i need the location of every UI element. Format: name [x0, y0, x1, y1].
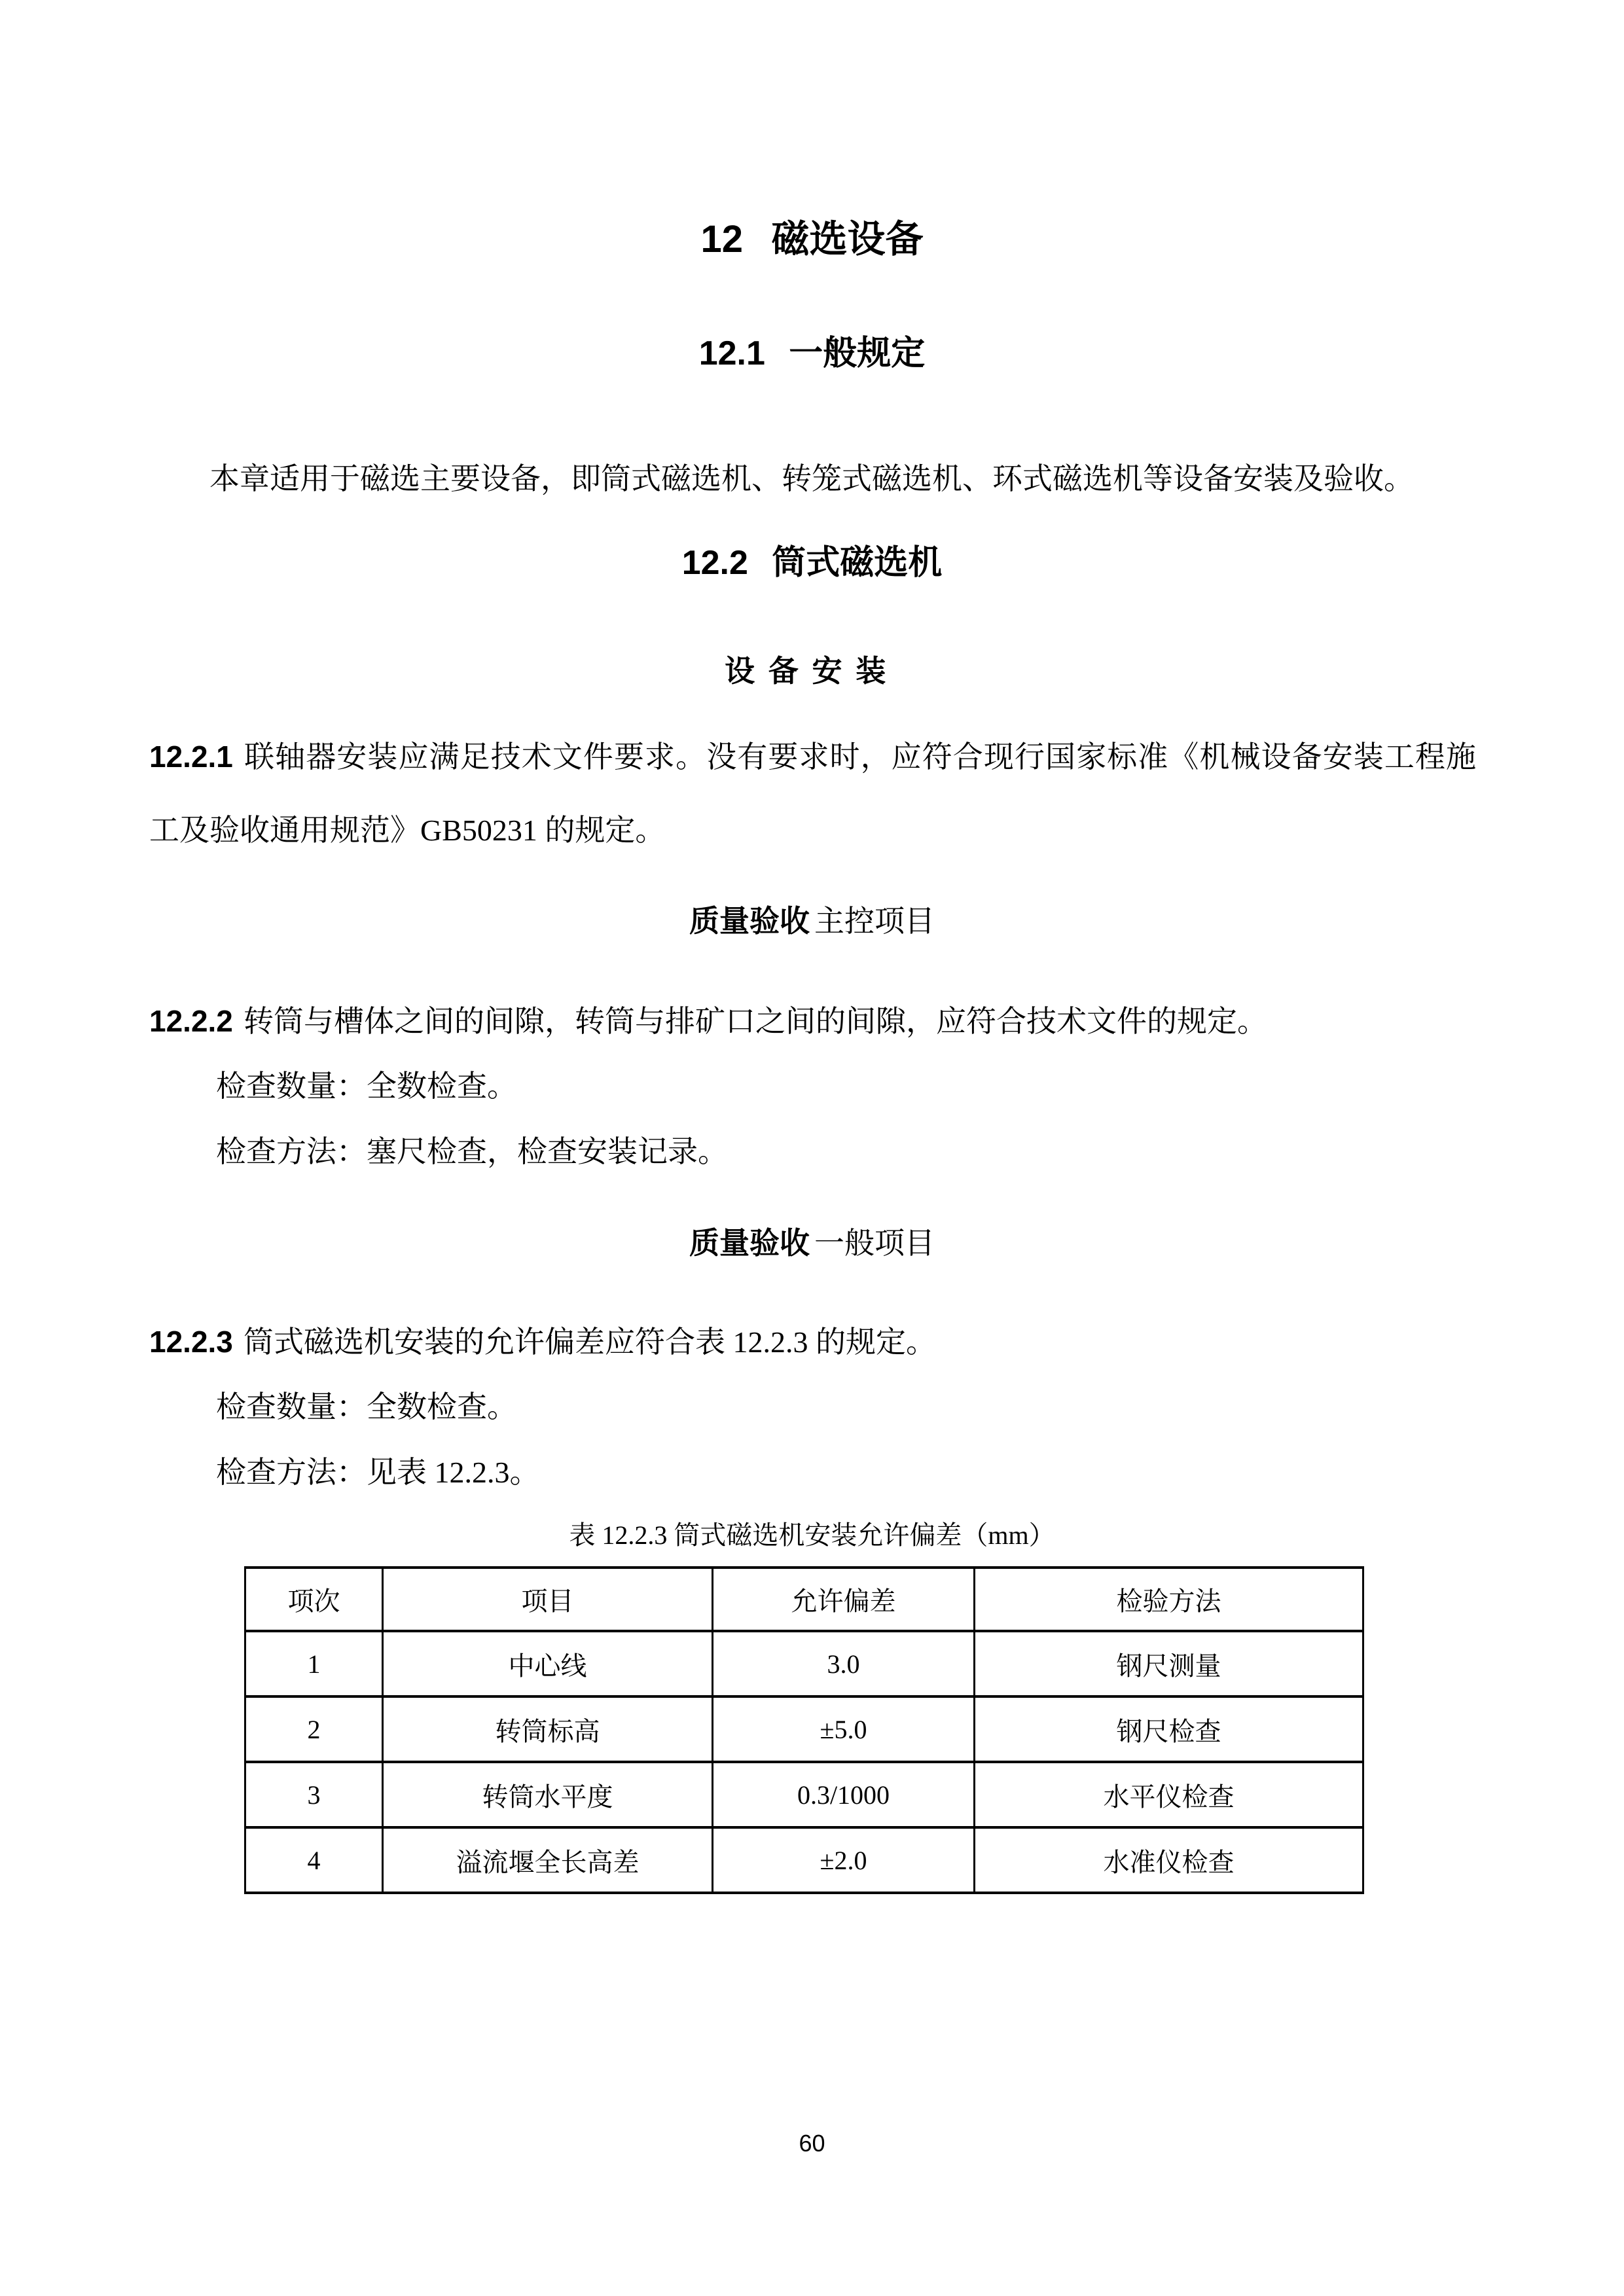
table-cell: 2 — [245, 1696, 383, 1762]
table-cell: 水平仪检查 — [975, 1762, 1363, 1827]
section-12-1-number: 12.1 — [698, 334, 765, 372]
clause-12-2-2-text: 转筒与槽体之间的间隙，转筒与排矿口之间的间隙，应符合技术文件的规定。 — [244, 1005, 1267, 1038]
chapter-title-text: 磁选设备 — [771, 218, 924, 260]
table-row — [245, 1631, 1363, 1696]
table-cell: 转筒标高 — [383, 1696, 713, 1762]
qa-main-items-heading — [0, 905, 1624, 939]
table-row — [245, 1827, 1363, 1893]
clause-12-2-3-number: 12.2.3 — [149, 1325, 233, 1359]
table-header-cell: 项目 — [383, 1568, 713, 1631]
table-cell: 中心线 — [383, 1631, 713, 1696]
qa-general-heading-light: 一般项目 — [814, 1227, 935, 1260]
tolerance-table — [244, 1566, 1364, 1894]
chapter-heading — [0, 219, 1624, 260]
clause-12-2-1 — [149, 720, 1476, 867]
table-cell: 4 — [245, 1827, 383, 1893]
clause-12-2-3 — [149, 1305, 1476, 1379]
clause-12-2-2-check-quantity: 检查数量：全数检查。 — [216, 1069, 517, 1103]
equipment-install-heading: 设备安装 — [725, 655, 899, 688]
table-cell: 钢尺测量 — [975, 1631, 1363, 1696]
table-body — [245, 1631, 1363, 1893]
table-row — [245, 1762, 1363, 1827]
chapter-number: 12 — [700, 218, 743, 260]
clause-12-2-2-number: 12.2.2 — [149, 1004, 233, 1038]
table-cell: 转筒水平度 — [383, 1762, 713, 1827]
clause-12-2-1-number: 12.2.1 — [149, 740, 233, 774]
section-heading-12-2 — [0, 545, 1624, 582]
clause-12-2-1-text: 联轴器安装应满足技术文件要求。没有要求时，应符合现行国家标准《机械设备安装工程施工及验收通用规范》GB50231 的规定。 — [149, 740, 1476, 847]
table-cell: ±5.0 — [713, 1696, 975, 1762]
section-12-2-number: 12.2 — [681, 544, 748, 582]
table-header-cell: 允许偏差 — [713, 1568, 975, 1631]
table-cell: 1 — [245, 1631, 383, 1696]
table-row — [245, 1696, 1363, 1762]
section-12-1-title-text: 一般规定 — [789, 335, 926, 372]
qa-general-heading-bold: 质量验收 — [689, 1227, 810, 1260]
clause-12-2-2-check-method: 检查方法：塞尺检查，检查安装记录。 — [216, 1135, 728, 1168]
table-cell: 3 — [245, 1762, 383, 1827]
table-cell: ±2.0 — [713, 1827, 975, 1893]
table-cell: 溢流堰全长高差 — [383, 1827, 713, 1893]
section-heading-12-1 — [0, 335, 1624, 372]
page-number: 60 — [799, 2130, 825, 2157]
qa-main-heading-bold: 质量验收 — [689, 905, 810, 938]
table-cell: 钢尺检查 — [975, 1696, 1363, 1762]
qa-general-items-heading — [0, 1227, 1624, 1261]
table-cell: 水准仪检查 — [975, 1827, 1363, 1893]
clause-12-2-2 — [149, 984, 1476, 1058]
section-12-2-title-text: 筒式磁选机 — [772, 545, 943, 582]
qa-main-heading-light: 主控项目 — [814, 905, 935, 938]
table-cell: 0.3/1000 — [713, 1762, 975, 1827]
table-header-cell: 项次 — [245, 1568, 383, 1631]
table-cell: 3.0 — [713, 1631, 975, 1696]
table-caption: 表 12.2.3 筒式磁选机安装允许偏差（mm） — [569, 1520, 1055, 1550]
clause-12-2-3-text: 筒式磁选机安装的允许偏差应符合表 12.2.3 的规定。 — [244, 1325, 936, 1359]
table-header-row — [245, 1568, 1363, 1631]
intro-paragraph: 本章适用于磁选主要设备，即筒式磁选机、转笼式磁选机、环式磁选机等设备安装及验收。 — [209, 462, 1414, 495]
clause-12-2-3-check-quantity: 检查数量：全数检查。 — [216, 1390, 517, 1424]
table-header-cell: 检验方法 — [975, 1568, 1363, 1631]
clause-12-2-3-check-method: 检查方法：见表 12.2.3。 — [216, 1456, 540, 1489]
